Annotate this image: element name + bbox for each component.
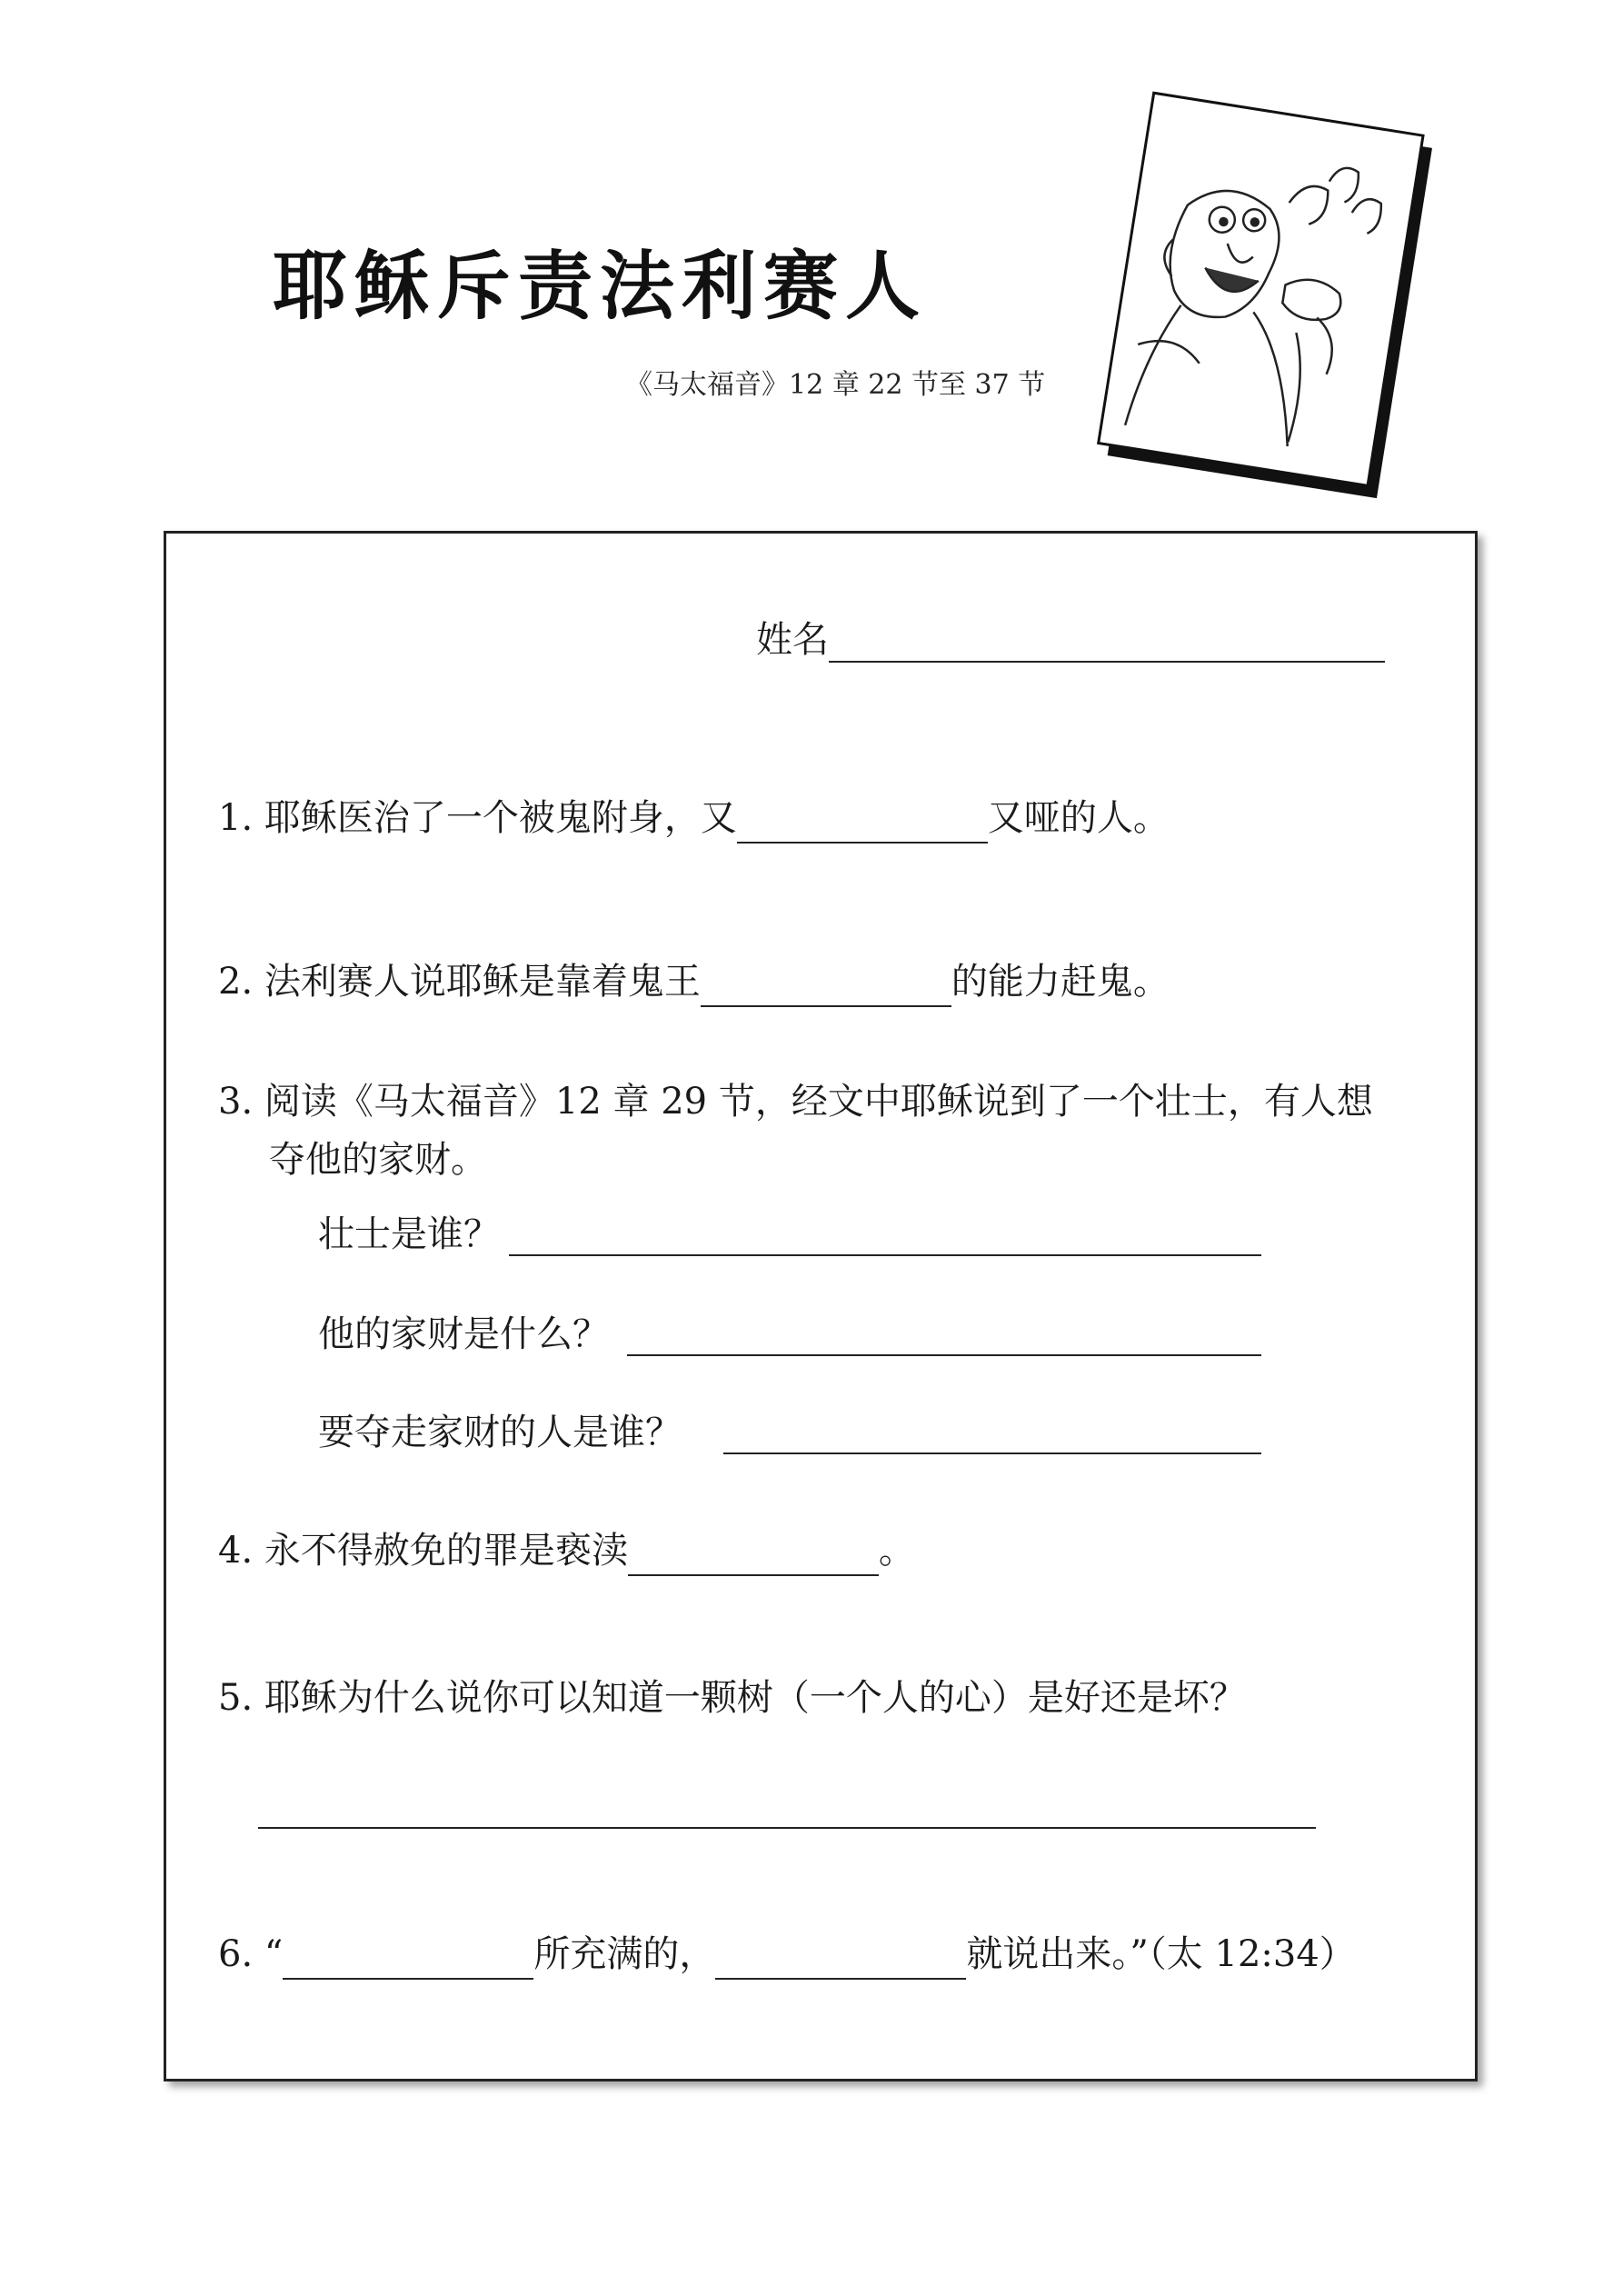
name-label: 姓名 xyxy=(756,619,829,661)
name-row xyxy=(756,611,1385,663)
worksheet-box xyxy=(164,531,1478,2081)
q6-blank-2[interactable] xyxy=(715,1938,966,1980)
question-5: 5. 耶稣为什么说你可以知道一颗树（一个人的心）是好还是坏？ xyxy=(218,1677,1246,1719)
q2-blank[interactable] xyxy=(701,965,951,1007)
q2-text-before: 2. 法利赛人说耶稣是靠着鬼王 xyxy=(218,961,701,1003)
question-1 xyxy=(218,793,1170,844)
q6-blank-1[interactable] xyxy=(283,1938,533,1980)
q3-sub-1-label: 壮士是谁？ xyxy=(318,1213,500,1255)
question-3-line-1: 3. 阅读《马太福音》12 章 29 节，经文中耶稣说到了一个壮士，有人想 xyxy=(218,1081,1373,1123)
q1-blank[interactable] xyxy=(737,802,988,844)
cartoon-illustration xyxy=(1072,91,1454,527)
question-2 xyxy=(218,956,1170,1007)
q2-text-after: 的能力赶鬼。 xyxy=(951,961,1170,1003)
q4-blank[interactable] xyxy=(628,1534,879,1576)
q3-sub-3-label: 要夺走家财的人是谁？ xyxy=(318,1412,682,1453)
q3-sub-2-answer[interactable] xyxy=(627,1354,1261,1356)
q6-suffix: 就说出来。”（太 12:34） xyxy=(966,1933,1356,1975)
q6-middle: 所充满的， xyxy=(533,1933,716,1975)
name-field[interactable] xyxy=(829,621,1385,663)
q5-answer-line[interactable] xyxy=(258,1827,1316,1829)
question-3-line-2: 夺他的家财。 xyxy=(269,1139,487,1181)
q4-text-before: 4. 永不得赦免的罪是亵渎 xyxy=(218,1530,628,1572)
scripture-reference: 《马太福音》12 章 22 节至 37 节 xyxy=(625,369,1046,401)
question-6 xyxy=(218,1929,1356,1980)
q3-sub-3-answer[interactable] xyxy=(723,1452,1261,1454)
page-title: 耶稣斥责法利赛人 xyxy=(273,243,928,330)
question-4 xyxy=(218,1525,915,1576)
q3-sub-2-label: 他的家财是什么？ xyxy=(318,1313,609,1355)
q4-text-after: 。 xyxy=(878,1530,915,1572)
q1-text-after: 又哑的人。 xyxy=(987,797,1170,839)
q6-prefix: 6. “ xyxy=(218,1933,284,1975)
q3-sub-1-answer[interactable] xyxy=(509,1254,1261,1256)
q1-text-before: 1. 耶稣医治了一个被鬼附身，又 xyxy=(218,797,737,839)
